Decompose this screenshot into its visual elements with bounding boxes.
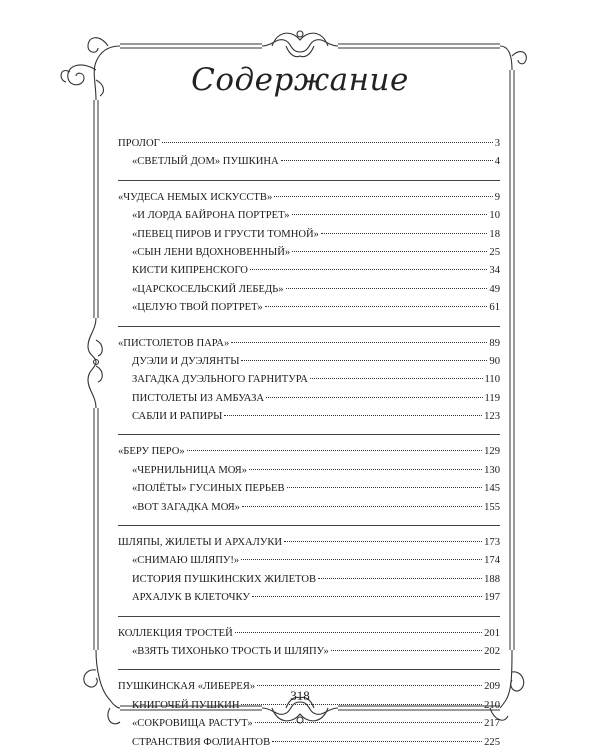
toc-entry-label: КОЛЛЕКЦИЯ ТРОСТЕЙ: [118, 627, 233, 639]
toc-entry-label: «СНИМАЮ ШЛЯПУ!»: [132, 555, 240, 567]
dot-leader: [257, 685, 482, 686]
toc-entry-page: 25: [489, 246, 500, 258]
toc-entry-label: СТРАНСТВИЯ ФОЛИАНТОВ: [132, 736, 271, 748]
toc-entry-page: 225: [484, 736, 500, 748]
dot-leader: [310, 378, 483, 379]
toc-entry[interactable]: [118, 625, 500, 643]
dot-leader: [249, 469, 482, 470]
dot-leader: [162, 142, 493, 143]
toc-entry-label: «ЦАРСКОСЕЛЬСКИЙ ЛЕБЕДЬ»: [132, 283, 284, 295]
toc-entry-label: ЗАГАДКА ДУЭЛЬНОГО ГАРНИТУРА: [132, 374, 308, 386]
toc-entry-label: ДУЭЛИ И ДУЭЛЯНТЫ: [132, 355, 240, 367]
toc-section: [118, 189, 500, 318]
dot-leader: [265, 306, 488, 307]
dot-leader: [272, 741, 482, 742]
toc-entry-label: «ЦЕЛУЮ ТВОЙ ПОРТРЕТ»: [132, 302, 263, 314]
dot-leader: [287, 487, 483, 488]
toc-entry-page: 89: [489, 337, 500, 349]
toc-entry-page: 130: [484, 464, 500, 476]
toc-entry-label: ИСТОРИЯ ПУШКИНСКИХ ЖИЛЕТОВ: [132, 573, 317, 585]
toc-entry-label: «БЕРУ ПЕРО»: [118, 446, 185, 458]
dot-leader: [250, 269, 487, 270]
toc-subentry[interactable]: [118, 207, 500, 225]
toc-section: [118, 443, 500, 517]
toc-subentry[interactable]: [118, 262, 500, 280]
toc-entry-label: ПИСТОЛЕТЫ ИЗ АМБУАЗА: [132, 392, 265, 404]
toc-entry-label: КНИГОЧЕЙ ПУШКИН: [132, 699, 240, 711]
toc-entry-page: 3: [494, 138, 500, 149]
toc-entry-label: «ПЕВЕЦ ПИРОВ И ГРУСТИ ТОМНОЙ»: [132, 228, 319, 240]
toc-entry-label: «СВЕТЛЫЙ ДОМ» ПУШКИНА: [132, 156, 279, 168]
toc-entry-page: 123: [484, 411, 500, 423]
section-divider: [118, 525, 500, 526]
toc-subentry[interactable]: [118, 299, 500, 317]
dot-leader: [281, 160, 493, 161]
toc-entry-page: 188: [484, 573, 500, 585]
dot-leader: [231, 342, 487, 343]
toc-entry-page: 61: [489, 302, 500, 314]
toc-subentry[interactable]: [118, 552, 500, 570]
bottom-left-corner-flourish: [84, 650, 120, 724]
section-divider: [118, 326, 500, 327]
toc-entry-label: АРХАЛУК В КЛЕТОЧКУ: [132, 592, 250, 604]
toc-entry-page: 197: [484, 592, 500, 604]
toc-entry-page: 145: [484, 483, 500, 495]
toc-entry[interactable]: [118, 443, 500, 461]
toc-entry-label: «ПОЛЁТЫ» ГУСИНЫХ ПЕРЬЕВ: [132, 483, 285, 495]
toc-section: [118, 335, 500, 427]
toc-entry-page: 174: [484, 555, 500, 567]
dot-leader: [286, 288, 488, 289]
dot-leader: [255, 722, 482, 723]
toc-entry-page: 210: [484, 699, 500, 711]
toc-entry-label: ШЛЯПЫ, ЖИЛЕТЫ И АРХАЛУКИ: [118, 537, 283, 549]
toc-subentry[interactable]: [118, 226, 500, 244]
toc-entry[interactable]: [118, 335, 500, 353]
left-middle-flourish: [88, 318, 102, 408]
toc-subentry[interactable]: [118, 371, 500, 389]
toc-subentry[interactable]: [118, 281, 500, 299]
toc-entry-page: 202: [484, 645, 500, 657]
dot-leader: [292, 214, 488, 215]
toc-entry-label: «СЫН ЛЕНИ ВДОХНОВЕННЫЙ»: [132, 246, 291, 258]
section-divider: [118, 180, 500, 181]
toc-section: [118, 625, 500, 662]
section-divider: [118, 434, 500, 435]
section-divider: [118, 616, 500, 617]
toc-subentry[interactable]: [118, 643, 500, 661]
toc-entry-page: 110: [484, 374, 500, 386]
dot-leader: [235, 632, 482, 633]
dot-leader: [252, 596, 482, 597]
dot-leader: [241, 559, 482, 560]
toc-subentry[interactable]: [118, 480, 500, 498]
toc-entry-page: 10: [489, 210, 500, 222]
toc-entry-page: 129: [484, 446, 500, 458]
dot-leader: [266, 397, 482, 398]
toc-entry-label: «ВЗЯТЬ ТИХОНЬКО ТРОСТЬ И ШЛЯПУ»: [132, 645, 329, 657]
dot-leader: [224, 415, 482, 416]
toc-entry-label: «ЧЕРНИЛЬНИЦА МОЯ»: [132, 464, 248, 476]
dot-leader: [241, 360, 487, 361]
toc-entry[interactable]: [118, 189, 500, 207]
dot-leader: [187, 450, 482, 451]
page-number: 318: [290, 688, 310, 703]
toc-subentry[interactable]: [118, 462, 500, 480]
dot-leader: [318, 578, 482, 579]
toc-subentry[interactable]: [118, 353, 500, 371]
toc-entry[interactable]: [118, 135, 500, 153]
toc-section: [118, 534, 500, 608]
toc-entry-page: 9: [494, 191, 500, 203]
toc-entry-label: «СОКРОВИЩА РАСТУТ»: [132, 718, 253, 730]
toc-entry-page: 209: [484, 681, 500, 693]
toc-subentry[interactable]: [118, 153, 500, 171]
dot-leader: [274, 196, 492, 197]
toc-subentry[interactable]: [118, 244, 500, 262]
toc-entry-label: САБЛИ И РАПИРЫ: [132, 411, 223, 423]
toc-entry-label: «ПИСТОЛЕТОВ ПАРА»: [118, 337, 230, 349]
toc-section: [118, 135, 500, 172]
dot-leader: [331, 650, 482, 651]
toc-entry-page: 217: [484, 718, 500, 730]
toc-entry-page: 4: [494, 156, 500, 168]
toc-entry-page: 155: [484, 501, 500, 513]
toc-entry-page: 34: [489, 265, 500, 277]
toc-entry-label: «И ЛОРДА БАЙРОНА ПОРТРЕТ»: [132, 210, 290, 222]
toc-entry-label: КИСТИ КИПРЕНСКОГО: [132, 265, 248, 277]
toc-entry-label: ПУШКИНСКАЯ «ЛИБЕРЕЯ»: [118, 681, 256, 693]
toc-entry-page: 119: [484, 392, 500, 404]
toc-subentry[interactable]: [118, 499, 500, 517]
dot-leader: [321, 233, 487, 234]
toc-entry-page: 90: [489, 355, 500, 367]
toc-entry-label: ПРОЛОГ: [118, 138, 160, 149]
toc-entry[interactable]: [118, 534, 500, 552]
toc-entry-page: 49: [489, 283, 500, 295]
toc-subentry[interactable]: [118, 589, 500, 607]
dot-leader: [292, 251, 487, 252]
top-flourish: [262, 31, 338, 57]
toc-subentry[interactable]: [118, 734, 500, 752]
toc-entry-page: 201: [484, 627, 500, 639]
toc-entry-label: «ЧУДЕСА НЕМЫХ ИСКУССТВ»: [118, 191, 273, 203]
section-divider: [118, 669, 500, 670]
toc-subentry[interactable]: [118, 715, 500, 733]
dot-leader: [284, 541, 482, 542]
page-title: Содержание: [191, 62, 409, 98]
toc-subentry[interactable]: [118, 571, 500, 589]
toc-subentry[interactable]: [118, 408, 500, 426]
toc-subentry[interactable]: [118, 390, 500, 408]
toc-entry-page: 18: [489, 228, 500, 240]
table-of-contents: [118, 135, 500, 752]
dot-leader: [242, 506, 482, 507]
toc-entry-page: 173: [484, 537, 500, 549]
toc-entry-label: «ВОТ ЗАГАДКА МОЯ»: [132, 501, 240, 513]
